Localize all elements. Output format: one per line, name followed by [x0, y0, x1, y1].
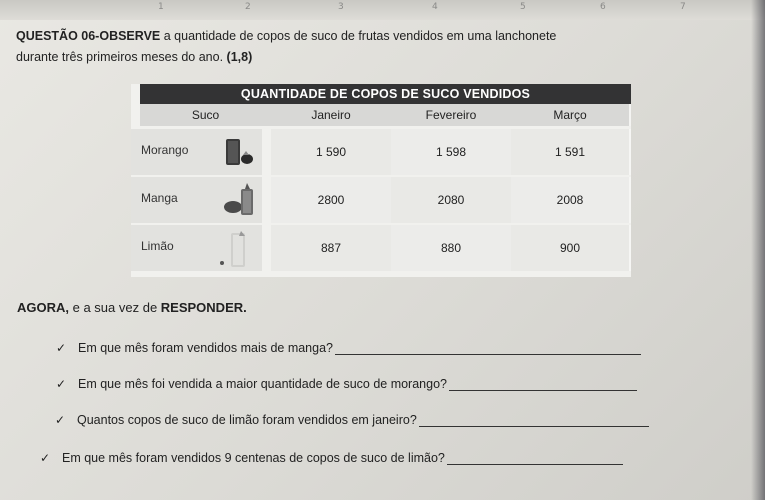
table-cell: 1 591 [511, 129, 631, 175]
question-item-text: Em que mês foi vendida a maior quantidade de suco de morango? [78, 377, 447, 391]
check-icon: ✓ [40, 451, 51, 465]
table-cell: 1 590 [271, 129, 393, 175]
table-row-label [131, 225, 262, 271]
table-cell: 900 [511, 225, 631, 271]
question-number: QUESTÃO 06-OBSERVE [16, 29, 161, 43]
column-header-janeiro: Janeiro [271, 104, 393, 126]
juice-sales-table [131, 84, 631, 277]
answer-line[interactable] [335, 353, 641, 355]
mango-juice-icon [221, 181, 259, 219]
top-mark: 7 [680, 2, 686, 12]
top-mark: 4 [432, 2, 438, 12]
answer-line[interactable] [419, 425, 649, 427]
question-item [55, 413, 649, 427]
question-text: a quantidade de copos de suco de frutas vendidos em uma lanchonete [160, 29, 557, 43]
question-item [56, 377, 637, 391]
check-icon: ✓ [55, 413, 66, 427]
question-item [56, 341, 641, 355]
strawberry-juice-icon [223, 137, 257, 169]
row-label-limao: Limão [141, 239, 174, 253]
respond-prefix: AGORA, [17, 300, 69, 315]
check-icon: ✓ [56, 377, 67, 391]
top-mark: 2 [245, 2, 251, 12]
answer-line[interactable] [449, 389, 637, 391]
row-label-morango: Morango [141, 143, 189, 157]
table-cell: 2008 [511, 177, 631, 223]
table-cell: 887 [271, 225, 393, 271]
respond-middle: e a sua vez de [69, 300, 161, 315]
table-cell: 2800 [271, 177, 393, 223]
column-header-fevereiro: Fevereiro [391, 104, 513, 126]
lemon-juice-icon [213, 229, 257, 271]
top-mark: 5 [520, 2, 526, 12]
top-mark: 6 [600, 2, 606, 12]
top-mark: 3 [338, 2, 344, 12]
question-line-2 [16, 48, 736, 66]
respond-bold: RESPONDER. [160, 300, 247, 315]
row-label-manga: Manga [141, 191, 178, 205]
question-score: (1,8) [226, 50, 253, 64]
column-header-marco: Março [511, 104, 631, 126]
question-text-2: durante três primeiros meses do ano. [16, 50, 224, 64]
check-icon: ✓ [56, 341, 67, 355]
question-item-text: Quantos copos de suco de limão foram vendidos em janeiro? [77, 413, 417, 427]
paper-edge-shadow [751, 0, 765, 500]
respond-instruction [17, 300, 247, 315]
table-cell: 2080 [391, 177, 513, 223]
table-row-label [131, 129, 262, 175]
question-heading [16, 27, 736, 66]
table-row-label [131, 177, 262, 223]
table-title: QUANTIDADE DE COPOS DE SUCO VENDIDOS [140, 84, 631, 104]
question-item-text: Em que mês foram vendidos 9 centenas de copos de suco de limão? [62, 451, 445, 465]
top-mark: 1 [158, 2, 164, 12]
question-item [40, 451, 623, 465]
top-strip [0, 0, 765, 20]
column-header-suco: Suco [140, 104, 273, 126]
answer-line[interactable] [447, 463, 623, 465]
table-cell: 880 [391, 225, 513, 271]
table-cell: 1 598 [391, 129, 513, 175]
question-item-text: Em que mês foram vendidos mais de manga? [78, 341, 333, 355]
